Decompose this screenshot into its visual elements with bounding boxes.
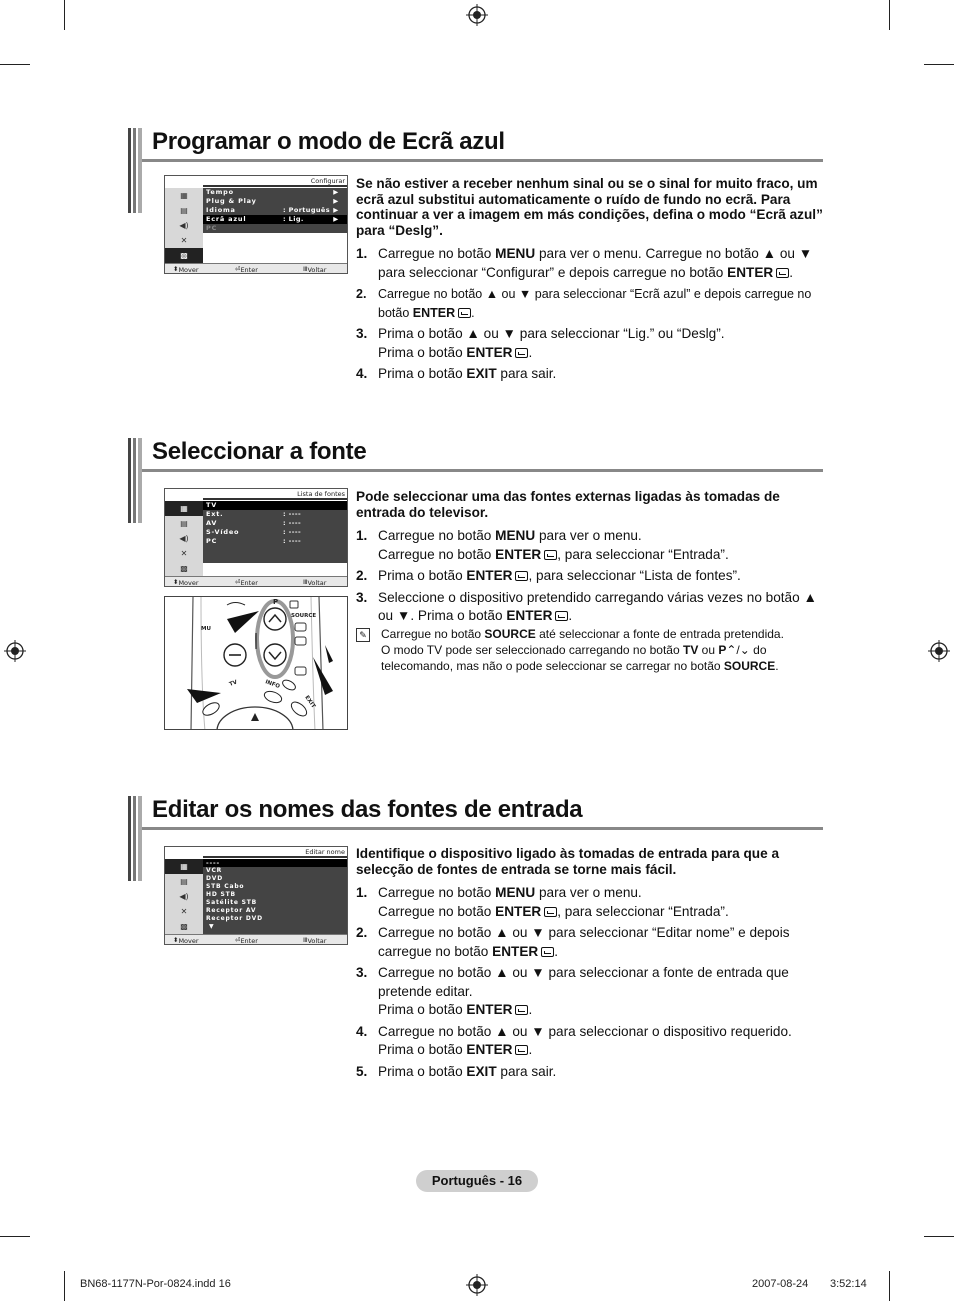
note-icon: ✎	[356, 628, 370, 642]
osd-menu-lista-de-fontes	[164, 488, 348, 587]
osd-item-selected: Ecrã azul : Lig. ▶	[203, 215, 347, 224]
enter-icon	[541, 947, 554, 957]
registration-mark-icon	[466, 1274, 488, 1296]
crop-mark	[64, 0, 65, 30]
enter-icon	[515, 571, 528, 581]
osd-title: Lista de fontes	[297, 490, 345, 498]
step-item: 4. Carregue no botão ▲ ou ▼ para seleccionar o dispositivo requerido. Prima o botão ENTER .	[356, 1023, 792, 1057]
remote-label-info: INFO	[264, 679, 281, 691]
remote-label-mute: MU	[201, 626, 211, 632]
enter-icon	[515, 1045, 528, 1055]
page-number-badge: Português - 16	[416, 1170, 538, 1192]
print-date: 2007-08-24	[752, 1278, 809, 1290]
enter-icon	[458, 308, 471, 318]
input-icon: ▦	[165, 859, 203, 874]
osd-sidebar	[165, 859, 203, 934]
osd-footer	[165, 576, 347, 586]
osd-title: Editar nome	[305, 848, 345, 856]
section-rule	[142, 827, 823, 830]
speaker-icon: ◀)	[179, 534, 189, 543]
lead-paragraph: Se não estiver a receber nenhum sinal ou se o sinal for muito fraco, um ecrã azul substitui automaticamente o ruído de fundo no ecrã. Para continuar a ver a imagem em más condições, defina o modo “Ecrã azul” para “Deslg”.	[356, 176, 823, 238]
p-up-icon: ⌃/⌄	[726, 643, 750, 657]
osd-item-selected: TV	[203, 501, 347, 510]
osd-item: VCR	[206, 867, 223, 874]
back-hint: Ⅲ Voltar	[303, 265, 327, 274]
crop-mark	[0, 1236, 30, 1237]
print-time: 3:52:14	[830, 1278, 867, 1290]
lead-paragraph: Identifique o dispositivo ligado às tomadas de entrada para que a selecção de fontes de entrada se torne mais fácil.	[356, 846, 779, 877]
remote-label-exit: EXIT	[303, 694, 317, 710]
picture-icon: ▤	[180, 519, 188, 528]
osd-items	[203, 501, 347, 563]
osd-item-selected: ----	[203, 859, 347, 867]
registration-mark-icon	[466, 4, 488, 26]
osd-item: Satélite STB	[206, 899, 258, 906]
move-hint: ⬍ Mover	[173, 578, 199, 587]
step-item: 2. Carregue no botão ▲ ou ▼ para seleccionar “Editar nome” e depois carregue no botão ENTER .	[356, 925, 790, 959]
osd-items	[203, 188, 347, 233]
remote-label-tv: TV	[228, 679, 239, 688]
osd-item: Tempo ▶	[206, 188, 339, 196]
note-block	[356, 626, 826, 674]
antenna-icon: ✕	[180, 549, 188, 558]
file-name: BN68-1177N-Por-0824.indd 16	[80, 1278, 231, 1290]
section-title: Editar os nomes das fontes de entrada	[152, 796, 583, 823]
lead-paragraph: Pode seleccionar uma das fontes externas ligadas às tomadas de entrada do televisor.	[356, 489, 780, 520]
step-item: 3. Carregue no botão ▲ ou ▼ para seleccionar a fonte de entrada que pretende editar. Prima o botão ENTER .	[356, 965, 789, 1017]
crop-mark	[64, 1271, 65, 1301]
osd-sidebar	[165, 188, 203, 263]
remote-label-p: P	[273, 598, 279, 606]
osd-divider	[203, 856, 347, 858]
section-bar	[128, 128, 142, 213]
enter-icon	[544, 907, 557, 917]
section-body-edit-names	[356, 846, 826, 1084]
crop-mark	[889, 0, 890, 30]
osd-item: PC : ----	[206, 537, 302, 545]
enter-icon	[515, 1005, 528, 1015]
osd-item: HD STB	[206, 891, 236, 898]
section-body-source	[356, 489, 826, 629]
osd-menu-configurar	[164, 175, 348, 274]
antenna-icon: ✕	[180, 236, 188, 245]
remote-label-source: SOURCE	[291, 613, 317, 619]
speaker-icon: ◀)	[179, 892, 189, 901]
osd-divider	[203, 185, 347, 187]
crop-mark	[924, 1236, 954, 1237]
setup-icon: ▩	[180, 922, 188, 931]
osd-item: ▼	[209, 923, 215, 930]
osd-item: AV : ----	[206, 519, 302, 527]
move-hint: ⬍ Mover	[173, 936, 199, 945]
enter-icon	[776, 268, 789, 278]
crop-mark	[924, 64, 954, 65]
move-hint: ⬍ Mover	[173, 265, 199, 274]
osd-item: Plug & Play ▶	[206, 197, 339, 205]
input-icon: ▦	[165, 501, 203, 516]
enter-hint: ⏎ Enter	[235, 578, 258, 587]
remote-drawing	[165, 597, 348, 730]
setup-icon: ▩	[180, 564, 188, 573]
osd-item: Ext. : ----	[206, 510, 302, 518]
osd-item: STB Cabo	[206, 883, 245, 890]
osd-footer	[165, 934, 347, 944]
registration-mark-icon	[4, 640, 26, 662]
step-item: 3. Prima o botão ▲ ou ▼ para seleccionar “Lig.” ou “Deslg”. Prima o botão ENTER .	[356, 326, 725, 360]
osd-items	[203, 859, 347, 935]
enter-hint: ⏎ Enter	[235, 265, 258, 274]
step-item: 3. Seleccione o dispositivo pretendido carregando várias vezes no botão ▲ ou ▼. Prima o botão ENTER .	[356, 589, 817, 623]
back-hint: Ⅲ Voltar	[303, 578, 327, 587]
section-header-blue-screen	[128, 128, 823, 162]
antenna-icon: ✕	[180, 907, 188, 916]
osd-item: Receptor AV	[206, 907, 257, 914]
section-rule	[142, 469, 823, 472]
section-header-edit-names	[128, 796, 823, 830]
section-title: Programar o modo de Ecrã azul	[152, 128, 505, 155]
step-item: 1. Carregue no botão MENU para ver o menu. Carregue no botão ENTER , para seleccionar “Entrada”.	[356, 528, 729, 562]
osd-sidebar	[165, 501, 203, 576]
osd-menu-editar-nome	[164, 846, 348, 945]
registration-mark-icon	[928, 640, 950, 662]
step-item: 4. Prima o botão EXIT para sair.	[356, 366, 557, 381]
osd-item: Idioma : Português ▶	[206, 206, 339, 214]
speaker-icon: ◀)	[179, 221, 189, 230]
osd-divider	[203, 498, 347, 500]
step-item: 1. Carregue no botão MENU para ver o menu. Carregue no botão ENTER , para seleccionar “Entrada”.	[356, 885, 729, 919]
sound-icon: ▤	[180, 206, 188, 215]
step-item: 2. Prima o botão ENTER , para seleccionar “Lista de fontes”.	[356, 568, 741, 583]
section-bar	[128, 796, 142, 881]
enter-icon	[555, 611, 568, 621]
step-item: 5. Prima o botão EXIT para sair.	[356, 1063, 557, 1079]
section-header-source	[128, 438, 823, 472]
picture-icon: ▦	[180, 191, 188, 200]
note-line: O modo TV pode ser seleccionado carregando no botão TV ou P⌃/⌄ do telecomando, mas não o pode seleccionar se carregar no botão SOURCE.	[381, 643, 779, 673]
osd-item: DVD	[206, 875, 224, 882]
osd-title: Configurar	[310, 177, 345, 185]
osd-footer	[165, 263, 347, 273]
enter-icon	[544, 550, 557, 560]
step-item: 2. Carregue no botão ▲ ou ▼ para seleccionar “Ecrã azul” e depois carregue no botão ENTER .	[356, 287, 812, 320]
section-bar	[128, 438, 142, 523]
setup-icon: ▩	[165, 248, 203, 263]
crop-mark	[0, 64, 30, 65]
osd-item: PC	[206, 224, 218, 232]
step-item: 1. Carregue no botão MENU para ver o menu. Carregue no botão ▲ ou ▼ para seleccionar “Configurar” e depois carregue no botão ENTER .	[356, 246, 813, 280]
osd-item: Receptor DVD	[206, 915, 263, 922]
osd-item: S-Vídeo : ----	[206, 528, 302, 536]
crop-mark	[889, 1271, 890, 1301]
remote-control-illustration	[164, 596, 348, 730]
section-rule	[142, 159, 823, 162]
section-body-blue-screen	[356, 176, 826, 387]
back-hint: Ⅲ Voltar	[303, 936, 327, 945]
note-line: Carregue no botão SOURCE até seleccionar a fonte de entrada pretendida.	[381, 627, 784, 641]
picture-icon: ▤	[180, 877, 188, 886]
enter-hint: ⏎ Enter	[235, 936, 258, 945]
enter-icon	[515, 348, 528, 358]
section-title: Seleccionar a fonte	[152, 438, 367, 465]
